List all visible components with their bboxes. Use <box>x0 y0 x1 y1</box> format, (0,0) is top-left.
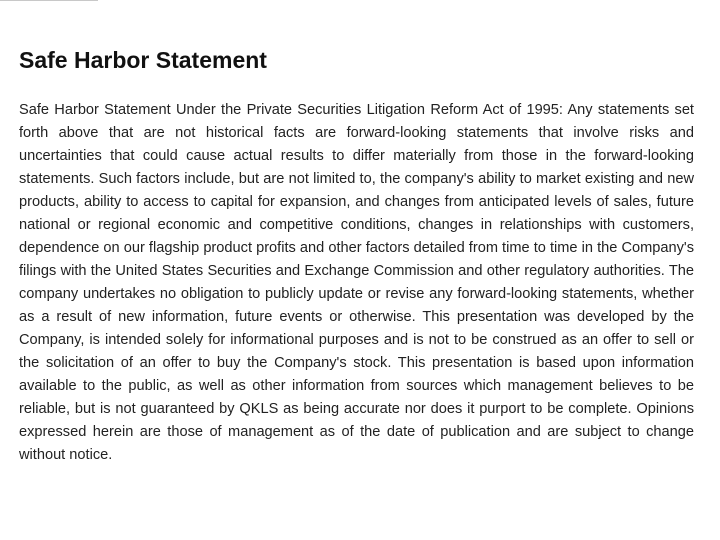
disclaimer-text: Safe Harbor Statement Under the Private Securities Litigation Reform Act of 1995: Any statements set forth above that are not historical facts are forward-looking statements that involve risks and uncertainties that could cause actual results to differ materially from those in the forward-looking statements. Such factors include, but are not limited to, the company's ability to market existing and new products, ability to access to capital for expansion, and changes from anticipated levels of sales, future national or regional economic and competitive conditions, changes in relationships with customers, dependence on our flagship product profits and other factors detailed from time to time in the Company's filings with the United States Securities and Exchange Commission and other regulatory authorities. The company undertakes no obligation to publicly update or revise any forward-looking statements, whether as a result of new information, future events or otherwise. This presentation was developed by the Company, is intended solely for informational purposes and is not to be construed as an offer to sell or the solicitation of an offer to buy the Company's stock. This presentation is based upon information available to the public, as well as other information from sources which management believes to be reliable, but is not guaranteed by QKLS as being accurate nor does it purport to be complete. Opinions expressed herein are those of management as of the date of publication and are subject to change without notice. <box>19 102 694 463</box>
slide-content <box>19 45 694 467</box>
top-divider <box>0 0 98 3</box>
page-title: Safe Harbor Statement <box>19 47 267 73</box>
